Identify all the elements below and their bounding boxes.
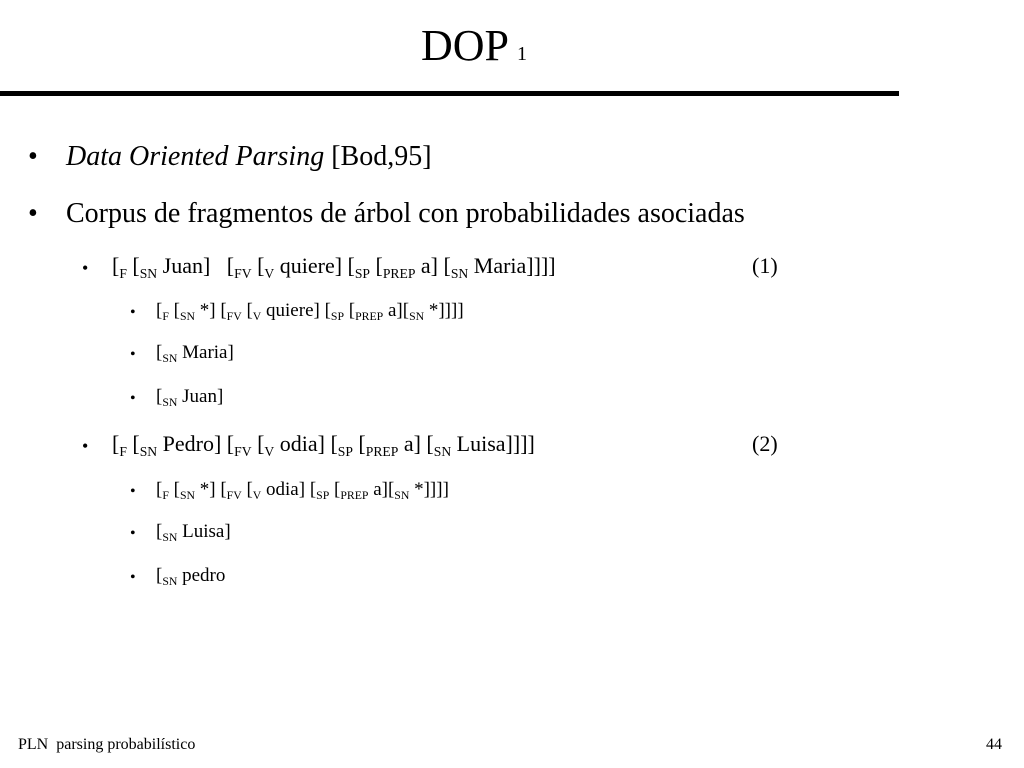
- bullet-marker: •: [82, 436, 89, 456]
- slide-title: [0, 20, 948, 80]
- fragment-text: [$_F$ [$_{SN}$ *] [$_{FV}$ [$_V$ odia] [$_{SP}$ [$_{PREP}$ $a][_{SN}$ *]]]]: [156, 479, 449, 503]
- fragment-text: [$_{SN}$ Maria]: [156, 342, 234, 366]
- bullet-marker: •: [28, 141, 38, 172]
- bracketed-tree: [$_F$ [$_{SN}$ Pedro] [$_{FV}$ [$_V$ odia] [$_{SP}$ [$_{PREP}$ a] [$_{SN}$ Luisa]]]]: [112, 431, 535, 459]
- fragment-text: [$_F$ [$_{SN}$ *] [$_{FV}$ [$_V$ quiere] [$_{SP}$ [$_{PREP}$ $a][_{SN}$ *]]]]: [156, 300, 464, 324]
- bullet-text: Corpus de fragmentos de árbol con probabilidades asociadas: [66, 198, 745, 229]
- bullet-marker: •: [130, 346, 136, 363]
- bullet-marker: •: [130, 525, 136, 542]
- title-number: 1: [517, 43, 528, 65]
- example-number: (2): [752, 431, 778, 456]
- title-divider: [0, 91, 899, 96]
- footer-course-title: PLN parsing probabilístico: [18, 736, 196, 753]
- bullet-marker: •: [130, 390, 136, 407]
- bullet-text: [66, 140, 432, 174]
- fragment-text: [$_{SN}$ Juan]: [156, 386, 224, 410]
- term-italic: Data Oriented Parsing: [66, 141, 325, 172]
- example-number: (1): [752, 253, 778, 278]
- title-text: DOP: [420, 21, 510, 70]
- fragment-2-3: [130, 564, 226, 636]
- bracketed-tree: [$_F$ [$_{SN}$ Juan] [$_{FV}$ [$_V$ quiere] [$_{SP}$ [$_{PREP}$ a] [$_{SN}$ Maria]]]]: [112, 253, 556, 281]
- fragment-text: [$_{SN}$ Luisa]: [156, 521, 231, 545]
- bullet-marker: •: [82, 258, 89, 278]
- bullet-marker: •: [130, 569, 136, 586]
- bullet-marker: •: [28, 198, 38, 229]
- page-number: 44: [986, 736, 1002, 753]
- citation: [Bod,95]: [324, 141, 432, 172]
- bullet-marker: •: [130, 304, 136, 321]
- fragment-text: [$_{SN}$ pedro: [156, 565, 226, 589]
- bullet-marker: •: [130, 483, 136, 500]
